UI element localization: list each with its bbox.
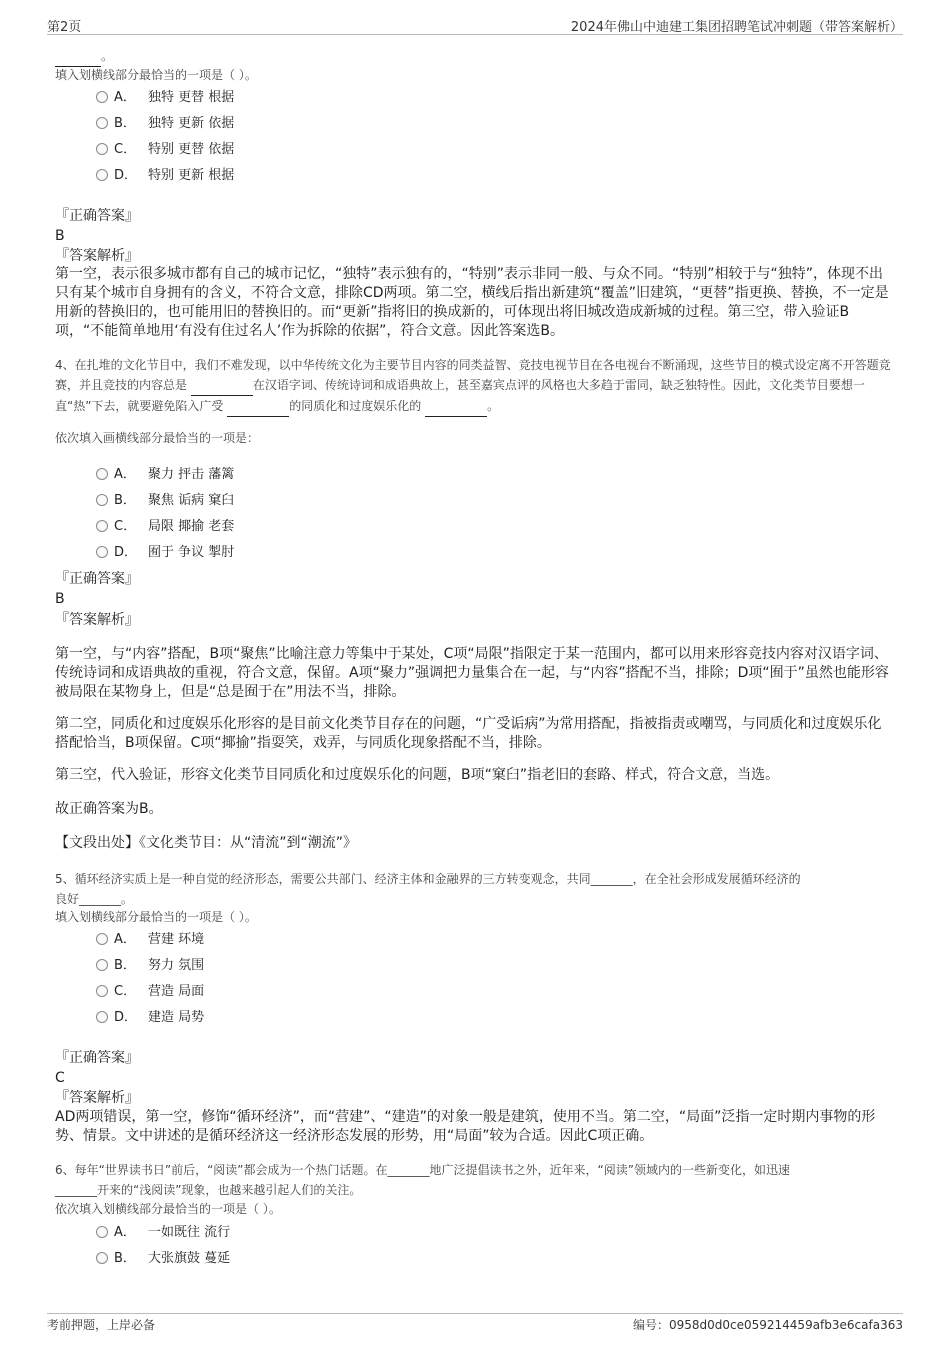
q4-analysis-p4: 故正确答案为B。 xyxy=(55,801,163,817)
q4-option-c[interactable]: C． 局限 揶揄 老套 xyxy=(96,517,234,537)
q3-analysis: 第一空，表示很多城市都有自己的城市记忆，“独特”表示独有的，“特别”表示非同一般、与众不同。“特别”相较于与“独特”，体现不出只有某个城市自身拥有的含义，不符合文意，排除CD两项。第二空，横线后指出新建筑“覆盖”旧建筑，“更替”指更换、替换，不一定是用新的替换旧的，也可能用旧的替换旧的。而“更新”指将旧的换成新的，可体现出将旧城改造成新城的过程。第三空，带入验证B项，“不能简单地用‘有没有住过名人’作为拆除的依据”，符合文意。因此答案选B。 xyxy=(55,266,889,339)
q3-analysis-label: 『答案解析』 xyxy=(55,248,139,264)
page-footer xyxy=(47,1313,903,1336)
q4-option-d[interactable]: D． 囿于 争议 掣肘 xyxy=(96,543,234,563)
q4-option-b[interactable]: B． 聚焦 诟病 窠臼 xyxy=(96,491,234,511)
q5-option-a[interactable]: A． 营建 环境 xyxy=(96,930,204,950)
q3-stem-tail: 。 xyxy=(55,46,895,67)
q5-prompt: 填入划横线部分最恰当的一项是（ ）。 xyxy=(55,910,257,924)
q4-answer: B xyxy=(55,591,65,607)
document-code: 编号：0958d0d0ce059214459afb3e6cafa363 xyxy=(632,1318,903,1332)
radio-icon[interactable] xyxy=(96,520,108,532)
page-number: 第2页 xyxy=(47,20,82,35)
page-header xyxy=(47,14,903,35)
q6-option-b[interactable]: B． 大张旗鼓 蔓延 xyxy=(96,1249,230,1269)
q3-answer: B xyxy=(55,228,65,244)
q3-option-b[interactable]: B． 独特 更新 依据 xyxy=(96,114,234,134)
document-title: 2024年佛山中迪建工集团招聘笔试冲刺题（带答案解析） xyxy=(570,20,903,35)
footer-slogan: 考前押题，上岸必备 xyxy=(47,1318,156,1332)
radio-icon[interactable] xyxy=(96,468,108,480)
q5-option-c[interactable]: C． 营造 局面 xyxy=(96,982,204,1002)
q4-analysis-p3: 第三空，代入验证，形容文化类节目同质化和过度娱乐化的问题，B项“窠臼”指老旧的套路、样式，符合文意，当选。 xyxy=(55,767,780,783)
radio-icon[interactable] xyxy=(96,494,108,506)
radio-icon[interactable] xyxy=(96,169,108,181)
q5-option-b[interactable]: B． 努力 氛围 xyxy=(96,956,204,976)
radio-icon[interactable] xyxy=(96,959,108,971)
q6-prompt: 依次填入划横线部分最恰当的一项是（ ）。 xyxy=(55,1202,281,1216)
radio-icon[interactable] xyxy=(96,143,108,155)
q3-option-a[interactable]: A． 独特 更替 根据 xyxy=(96,88,234,108)
answer-blank: _______ xyxy=(387,1163,430,1177)
q4-analysis-p1: 第一空，与“内容”搭配，B项“聚焦”比喻注意力等集中于某处，C项“局限”指限定于某一范围内，都可以用来形容竞技内容对汉语字词、传统诗词和成语典故的重视，符合文意，保留。A项“聚力”强调把力量集合在一起，与“内容”搭配不当，排除；D项“囿于”虽然也能形容被局限在某物身上，但是“总是囿于在”用法不当，排除。 xyxy=(55,646,889,700)
q5-answer-label: 『正确答案』 xyxy=(55,1050,139,1066)
radio-icon[interactable] xyxy=(96,1226,108,1238)
q5-analysis-label: 『答案解析』 xyxy=(55,1090,139,1106)
q5-stem: 5、循环经济实质上是一种自觉的经济形态，需要公共部门、经济主体和金融界的三方转变观念，共同_______，在全社会形成发展循环经济的 良好_______。 xyxy=(55,872,801,906)
q4-prompt: 依次填入画横线部分最恰当的一项是： xyxy=(55,431,260,445)
q5-option-d[interactable]: D． 建造 局势 xyxy=(96,1008,204,1028)
answer-blank: _______ xyxy=(590,872,633,886)
q3-prompt: 填入划横线部分最恰当的一项是（ ）。 xyxy=(55,68,257,82)
answer-blank xyxy=(425,396,487,417)
q3-answer-label: 『正确答案』 xyxy=(55,208,139,224)
q6-option-a[interactable]: A． 一如既往 流行 xyxy=(96,1223,230,1243)
q4-stem: 4、在扎堆的文化节目中，我们不难发现，以中华传统文化为主要节目内容的同类益智、竞技电视节目在各电视台不断涌现，这些节目的模式设定离不开答题竞赛，并且竞技的内容总是 在汉语字词、传统诗词和成语典故上，甚至嘉宾点评的风格也大多趋于雷同，缺乏独特性。因此，文化类节目要想一直“热”下去，就要避免陷入广受 的同质化和过度娱乐化的 。 xyxy=(55,355,895,417)
q6-stem: 6、每年“世界读书日”前后，“阅读”都会成为一个热门话题。在_______地广泛提倡读书之外，近年来，“阅读”领域内的一些新变化，如迅速 _______开来的“浅阅读”现象，也越来越引起人们的关注。 xyxy=(55,1163,790,1197)
radio-icon[interactable] xyxy=(96,117,108,129)
q3-option-c[interactable]: C． 特别 更替 依据 xyxy=(96,140,234,160)
radio-icon[interactable] xyxy=(96,91,108,103)
answer-blank xyxy=(227,396,289,417)
q4-analysis-p2: 第二空，同质化和过度娱乐化形容的是目前文化类节目存在的问题，“广受诟病”为常用搭配，指被指责或嘲骂，与同质化和过度娱乐化搭配恰当，B项保留。C项“揶揄”指耍笑，戏弄，与同质化现象搭配不当，排除。 xyxy=(55,716,882,751)
radio-icon[interactable] xyxy=(96,1252,108,1264)
radio-icon[interactable] xyxy=(96,985,108,997)
q3-option-d[interactable]: D． 特别 更新 根据 xyxy=(96,166,234,186)
q5-answer: C xyxy=(55,1070,65,1086)
q4-answer-label: 『正确答案』 xyxy=(55,571,139,587)
q4-source: 【文段出处】《文化类节目：从“清流”到“潮流”》 xyxy=(55,835,358,851)
q4-analysis-label: 『答案解析』 xyxy=(55,612,139,628)
radio-icon[interactable] xyxy=(96,546,108,558)
answer-blank: _______ xyxy=(79,892,122,906)
answer-blank: _______ xyxy=(55,1183,97,1197)
answer-blank xyxy=(55,46,101,67)
q5-analysis: AD两项错误，第一空，修饰“循环经济”，而“营建”、“建造”的对象一般是建筑，使用不当。第二空，“局面”泛指一定时期内事物的形势、情景。文中讲述的是循环经济这一经济形态发展的形势，用“局面”较为合适。因此C项正确。 xyxy=(55,1109,876,1144)
radio-icon[interactable] xyxy=(96,933,108,945)
answer-blank xyxy=(191,375,253,396)
radio-icon[interactable] xyxy=(96,1011,108,1023)
q4-option-a[interactable]: A． 聚力 抨击 藩篱 xyxy=(96,465,234,485)
